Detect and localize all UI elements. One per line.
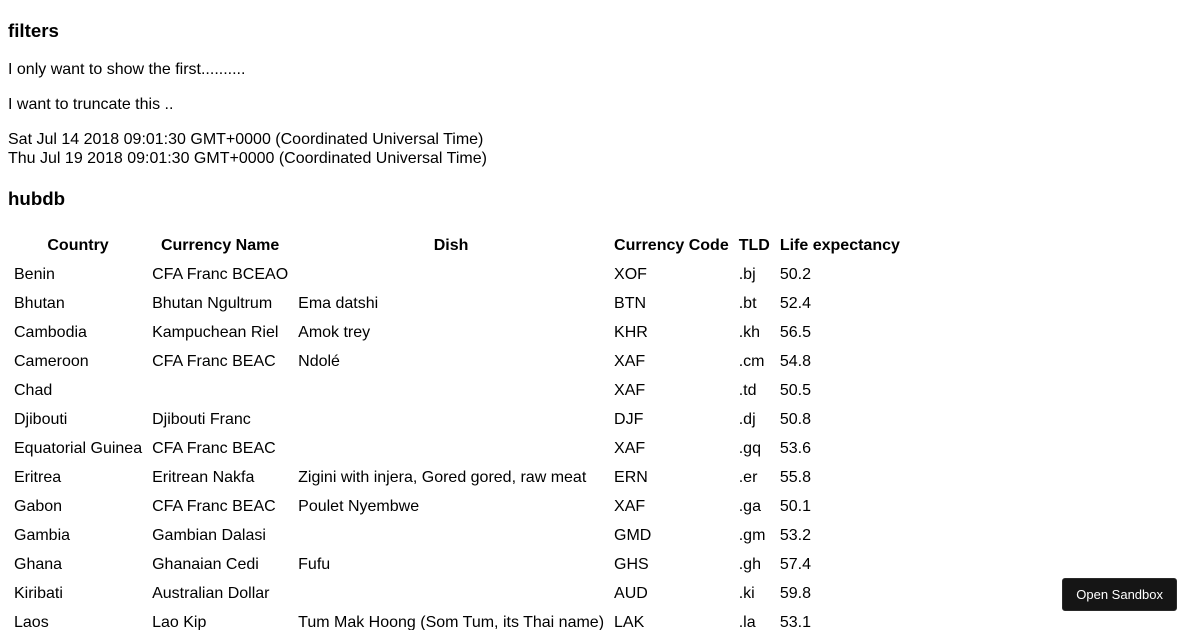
currency-name-cell: Bhutan Ngultrum (152, 295, 273, 312)
hubdb-heading: hubdb (8, 188, 66, 209)
dish-cell: Ndolé (298, 353, 340, 370)
country-cell: Equatorial Guinea (14, 440, 143, 457)
open-sandbox-button[interactable]: Open Sandbox (1062, 578, 1177, 611)
tld-cell: .er (738, 469, 758, 486)
dish-cell (294, 261, 608, 288)
life-expectancy-cell: 54.8 (779, 353, 811, 370)
table-row (10, 522, 904, 549)
life-expectancy-cell: 50.2 (779, 266, 811, 283)
life-expectancy-cell: 50.5 (779, 382, 811, 399)
currency-code-cell: XAF (614, 440, 646, 457)
date-line: Thu Jul 19 2018 09:01:30 GMT+0000 (Coordinated Universal Time) (8, 150, 487, 167)
currency-name-cell (148, 377, 292, 404)
table-header-row (10, 232, 904, 259)
table-row (10, 319, 904, 346)
tld-cell: .ga (738, 498, 761, 515)
currency-name-cell: Australian Dollar (152, 585, 270, 602)
tld-cell: .td (738, 382, 757, 399)
tld-cell: .gq (738, 440, 761, 457)
dish-cell (294, 580, 608, 607)
currency-code-cell: XAF (614, 498, 646, 515)
currency-code-cell: XAF (614, 353, 646, 370)
dish-cell: Amok trey (298, 324, 371, 341)
table-row (10, 609, 904, 630)
date-list (8, 130, 487, 168)
column-header-tld: TLD (738, 237, 770, 254)
currency-code-cell: XOF (614, 266, 647, 283)
life-expectancy-cell: 52.4 (779, 295, 811, 312)
table-row (10, 290, 904, 317)
tld-cell: .gm (738, 527, 766, 544)
life-expectancy-cell: 53.2 (779, 527, 811, 544)
life-expectancy-cell: 50.1 (779, 498, 811, 515)
country-cell: Cambodia (14, 324, 87, 341)
life-expectancy-cell: 53.6 (779, 440, 811, 457)
column-header-life-expectancy: Life expectancy (779, 237, 900, 254)
country-cell: Eritrea (14, 469, 62, 486)
country-cell: Gambia (14, 527, 71, 544)
table-row (10, 464, 904, 491)
country-cell: Djibouti (14, 411, 68, 428)
tld-cell: .dj (738, 411, 756, 428)
currency-code-cell: XAF (614, 382, 646, 399)
table-row (10, 261, 904, 288)
country-cell: Benin (14, 266, 55, 283)
dish-cell: Tum Mak Hoong (Som Tum, its Thai name) (298, 614, 605, 630)
currency-name-cell: CFA Franc BEAC (152, 353, 276, 370)
tld-cell: .cm (738, 353, 765, 370)
hubdb-table (8, 230, 906, 630)
table-body (10, 261, 904, 630)
tld-cell: .gh (738, 556, 761, 573)
currency-code-cell: GMD (614, 527, 652, 544)
dish-cell (294, 522, 608, 549)
dish-cell (294, 377, 608, 404)
column-header-currency-code: Currency Code (614, 237, 729, 254)
country-cell: Bhutan (14, 295, 65, 312)
table-row (10, 580, 904, 607)
tld-cell: .la (738, 614, 756, 630)
currency-code-cell: LAK (614, 614, 645, 630)
dish-cell (294, 406, 608, 433)
currency-name-cell: CFA Franc BEAC (152, 498, 276, 515)
life-expectancy-cell: 53.1 (779, 614, 811, 630)
table-row (10, 551, 904, 578)
currency-name-cell: CFA Franc BCEAO (152, 266, 289, 283)
table-row (10, 406, 904, 433)
currency-code-cell: GHS (614, 556, 649, 573)
column-header-country: Country (47, 237, 109, 254)
country-cell: Cameroon (14, 353, 89, 370)
currency-code-cell: ERN (614, 469, 648, 486)
truncated-text-first: I only want to show the first.......... (8, 61, 246, 78)
tld-cell: .bj (738, 266, 756, 283)
tld-cell: .ki (738, 585, 755, 602)
tld-cell: .kh (738, 324, 761, 341)
currency-name-cell: Djibouti Franc (152, 411, 251, 428)
country-cell: Chad (14, 382, 53, 399)
truncated-text-second: I want to truncate this .. (8, 96, 174, 113)
column-header-dish: Dish (433, 237, 469, 254)
table-row (10, 348, 904, 375)
country-cell: Ghana (14, 556, 63, 573)
date-line: Sat Jul 14 2018 09:01:30 GMT+0000 (Coordinated Universal Time) (8, 131, 484, 148)
tld-cell: .bt (738, 295, 757, 312)
currency-name-cell: Gambian Dalasi (152, 527, 266, 544)
dish-cell (294, 435, 608, 462)
dish-cell: Ema datshi (298, 295, 379, 312)
currency-name-cell: Kampuchean Riel (152, 324, 279, 341)
currency-code-cell: AUD (614, 585, 648, 602)
currency-code-cell: DJF (614, 411, 644, 428)
country-cell: Kiribati (14, 585, 63, 602)
country-cell: Laos (14, 614, 49, 630)
life-expectancy-cell: 50.8 (779, 411, 811, 428)
country-cell: Gabon (14, 498, 63, 515)
dish-cell: Poulet Nyembwe (298, 498, 420, 515)
currency-code-cell: KHR (614, 324, 648, 341)
currency-name-cell: Lao Kip (152, 614, 207, 630)
currency-name-cell: CFA Franc BEAC (152, 440, 276, 457)
table-row (10, 435, 904, 462)
life-expectancy-cell: 55.8 (779, 469, 811, 486)
life-expectancy-cell: 57.4 (779, 556, 811, 573)
table-row (10, 377, 904, 404)
currency-name-cell: Ghanaian Cedi (152, 556, 259, 573)
currency-name-cell: Eritrean Nakfa (152, 469, 255, 486)
life-expectancy-cell: 56.5 (779, 324, 811, 341)
life-expectancy-cell: 59.8 (779, 585, 811, 602)
column-header-currency-name: Currency Name (160, 237, 280, 254)
dish-cell: Zigini with injera, Gored gored, raw meat (298, 469, 587, 486)
table-row (10, 493, 904, 520)
currency-code-cell: BTN (614, 295, 647, 312)
filters-heading: filters (8, 20, 59, 41)
dish-cell: Fufu (298, 556, 331, 573)
